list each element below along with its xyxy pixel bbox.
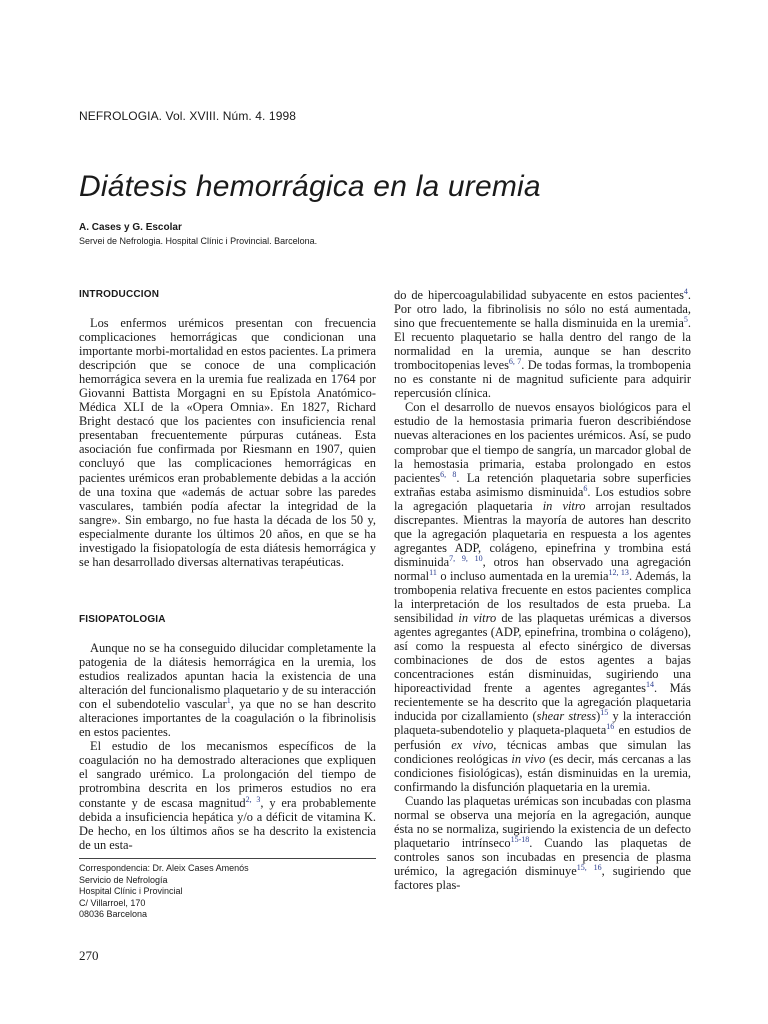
text-run: , ya que no se han descrito alteraciones importantes de la coagulación o la fibrinolisis en estos pacientes. [79, 697, 376, 740]
citation-ref[interactable]: 7, 9, 10 [449, 553, 483, 563]
italic-term: in vitro [542, 498, 586, 513]
article-authors: A. Cases y G. Escolar [79, 222, 182, 233]
citation-ref[interactable]: 16 [606, 722, 615, 732]
text-run: , sugiriendo que factores plas- [394, 863, 691, 892]
text-run: (es decir, más cercanas a las condiciones fisiológicas), están disminuidas en la uremia, confirmando la disfunción plaquetaria en la uremia. [394, 751, 691, 794]
citation-ref[interactable]: 2, 3 [245, 794, 261, 804]
fisio-paragraph-2 [79, 739, 376, 851]
text-run: Aunque no se ha conseguido dilucidar completamente la patogenia de la diátesis hemorrágica en la uremia, los estudios realizados apuntan hacia la existencia de una alteración del funcionalismo plaquetario y de su interacción con el subendotelio vascular [79, 641, 376, 712]
italic-term: in vitro [458, 611, 497, 626]
text-run: Cuando las plaquetas urémicas son incubadas con plasma normal se observa una mejoría en la agregación, aunque ésta no se normaliza, sugiriendo la existencia de un defecto plaquetario intrínseco [394, 793, 691, 850]
text-run: . Más recientemente se ha descrito que la agregación plaquetaria inducida por cizallamiento ( [394, 681, 691, 724]
article-affiliation: Servei de Nefrologia. Hospital Clínic i Provincial. Barcelona. [79, 236, 318, 246]
text-run: . De todas formas, la trombopenia no es constante ni de magnitud suficiente para adquirir repercusión clínica. [394, 358, 691, 401]
italic-term: ex vivo, [451, 737, 497, 752]
text-run: El estudio de los mecanismos específicos de la coagulación no ha demostrado alteraciones que expliquen el sangrado urémico. La prolongación del tiempo de protrombina descrita en los primeros estudios no era constante y de escasa magnitud [79, 739, 376, 810]
fisio-paragraph-1 [79, 641, 376, 739]
italic-term: in vivo [511, 751, 546, 766]
right-column [394, 288, 691, 892]
citation-ref[interactable]: 14 [645, 680, 654, 690]
text-run: . Además, la trombopenia relativa frecuente en estos pacientes complica la interpretación de los resultados de esta prueba. La sensibilidad [394, 568, 691, 626]
citation-ref[interactable]: 12, 13 [608, 567, 629, 577]
intro-paragraph: Los enfermos urémicos presentan con frecuencia complicaciones hemorrágicas que condicionan una importante morbi-mortalidad en estos pacientes. La primera descripción que se conoce de una complicación hemorrágica severa en la uremia fue realizada en 1764 por Giovanni Battista Morgagni en su Epístola Anatómico-Médica XLI de la «Opera Omnia». En 1827, Richard Bright destacó que los pacientes con insuficiencia renal presentaban frecuentemente púrpuras cutáneas. Esta asociación fue confirmada por Riesmann en 1907, quien concluyó que las complicaciones hemorrágicas en pacientes urémicos eran probablemente debidas a la acción de una toxina que «además de actuar sobre las paredes vasculares, también podía afectar la integridad de la sangre». Sin embargo, no fue hasta la década de los 50 y, especialmente durante los últimos 20 años, en que se ha investigado la fisiopatología de esta diátesis hemorrágica y se han desarrollado diversas alternativas terapéuticas. [79, 316, 376, 569]
citation-ref[interactable]: 15-18 [510, 834, 530, 844]
text-run: . El recuento plaquetario se halla dentro del rango de la normalidad en la uremia, aunque se han descrito trombocitopenias leves [394, 316, 691, 373]
article-title: Diátesis hemorrágica en la uremia [79, 170, 541, 203]
text-run: do de hipercoagulabilidad subyacente en estos pacientes [394, 288, 684, 302]
text-run: , otros han observado una agregación normal [394, 554, 692, 583]
text-run: o incluso aumentada en la uremia [436, 568, 609, 583]
citation-ref[interactable]: 1 [226, 696, 231, 706]
right-paragraph-1 [394, 288, 691, 400]
text-run: Con el desarrollo de nuevos ensayos biológicos para el estudio de la hemostasia primaria fueron describiéndose nuevas alteraciones en los pacientes urémicos. Así, se pudo comprobar que el tiempo de sangría, un marcador global de la hemostasia primaria, estaba prolongado en estos pacientes [394, 400, 691, 485]
correspondence-line: C/ Villarroel, 170 [79, 897, 146, 908]
correspondence-line: Hospital Clínic i Provincial [79, 886, 183, 897]
text-run: arrojan resultados discrepantes. Mientras la mayoría de autores han descrito que la agregación plaquetaria en respuesta a los agentes agregantes ADP, colágeno, epinefrina y trombina está disminuida [394, 498, 691, 569]
text-run: en estudios de perfusión [394, 723, 691, 752]
citation-ref[interactable]: 11 [429, 567, 437, 577]
text-run: de las plaquetas urémicas a diversos agentes agregantes (ADP, epinefrina, trombina o colágeno), así como la respuesta al efecto sinérgico de diversas combinaciones de dos de estos agentes a bajas concentraciones están disminuidas, sugiriendo una hiporeactividad frente a agentes agregantes [394, 611, 691, 696]
text-run: . La retención plaquetaria sobre superficies extrañas estaba asimismo disminuida [394, 470, 691, 499]
text-run: y la interacción plaqueta-subendotelio y plaqueta-plaqueta [394, 709, 692, 738]
correspondence-line: Servicio de Nefrología [79, 874, 168, 885]
text-run: , y era probablemente debida a insuficiencia hepática y/o a déficit de vitamina K. De hecho, en los últimos años se ha descrito la existencia de un esta- [79, 795, 376, 852]
italic-term: shear stress [536, 709, 597, 724]
text-run: . Los estudios sobre la agregación plaquetaria [394, 484, 691, 513]
page-number: 270 [79, 948, 99, 963]
text-run: . Por otro lado, la fibrinolisis no sólo no está aumentada, sino que frecuentemente se halla disminuida en la uremia [394, 288, 691, 331]
right-paragraph-2 [394, 400, 691, 793]
journal-header: NEFROLOGIA. Vol. XVIII. Núm. 4. 1998 [79, 109, 297, 123]
citation-ref[interactable]: 15 [600, 708, 609, 718]
citation-ref[interactable]: 5 [683, 314, 688, 324]
correspondence-line: 08036 Barcelona [79, 909, 148, 920]
text-run: . Cuando las plaquetas de controles sanos son incubadas en presencia de plasma urémico, la agregación disminuye [394, 835, 691, 878]
text-run: técnicas ambas que simulan las condiciones reológicas [394, 737, 691, 766]
fisiopatologia-column-left [79, 641, 376, 852]
citation-ref[interactable]: 6, 7 [508, 357, 522, 367]
correspondence-block [79, 858, 376, 921]
citation-ref[interactable]: 15, 16 [576, 862, 602, 872]
section-heading-introduccion: INTRODUCCION [79, 289, 160, 300]
citation-ref[interactable]: 6, 8 [440, 469, 457, 479]
right-paragraph-3 [394, 794, 691, 892]
intro-column [79, 316, 376, 569]
section-heading-fisiopatologia: FISIOPATOLOGIA [79, 614, 166, 625]
citation-ref[interactable]: 6 [583, 483, 588, 493]
citation-ref[interactable]: 4 [683, 286, 688, 296]
text-run: ) [596, 709, 601, 724]
correspondence-line: Correspondencia: Dr. Aleix Cases Amenós [79, 863, 249, 873]
